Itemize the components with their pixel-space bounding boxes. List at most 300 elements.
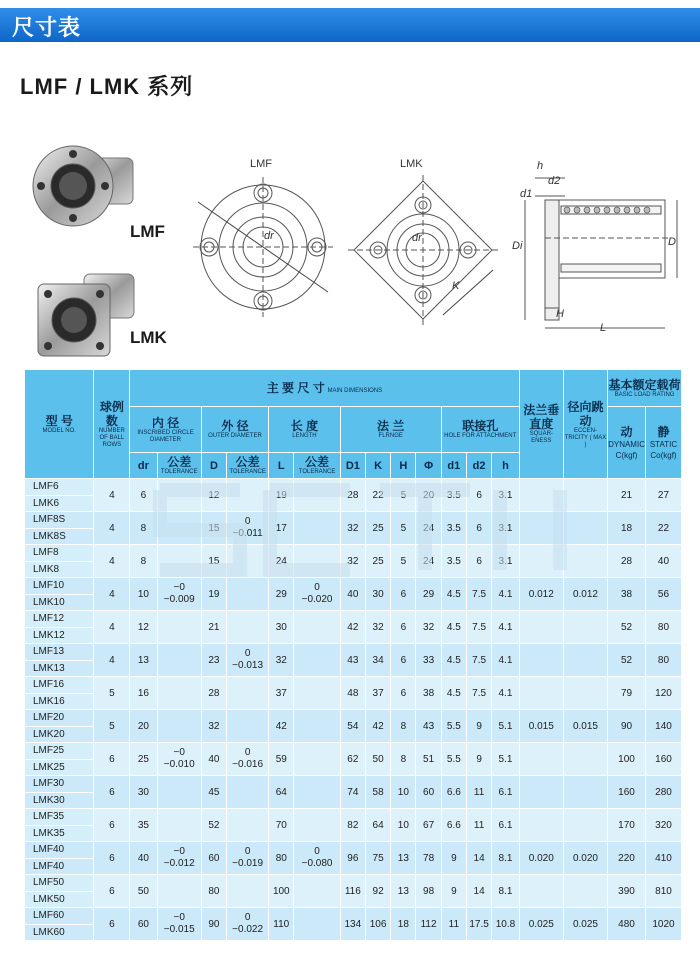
cell-ecc bbox=[563, 479, 607, 512]
cell-balls: 4 bbox=[94, 512, 130, 545]
cell-sq bbox=[519, 875, 563, 908]
model-lmk: LMK12 bbox=[25, 627, 94, 644]
cell-d2: 14 bbox=[466, 842, 491, 875]
cell-dr: 16 bbox=[130, 677, 157, 710]
model-lmk: LMK35 bbox=[25, 825, 94, 842]
cell-phi: 33 bbox=[416, 644, 441, 677]
table-row bbox=[25, 908, 682, 925]
cell-dr: 30 bbox=[130, 776, 157, 809]
cell-ecc bbox=[563, 743, 607, 776]
cell-phi: 51 bbox=[416, 743, 441, 776]
cell-dr-tol bbox=[157, 479, 201, 512]
cell-D: 90 bbox=[201, 908, 226, 941]
cell-dr-tol bbox=[157, 809, 201, 842]
col-dr: dr bbox=[130, 453, 157, 479]
cell-dr: 13 bbox=[130, 644, 157, 677]
table-row bbox=[25, 578, 682, 595]
col-eccentricity: 径向跳动 ECCEN-TRICITY ( MAX ) bbox=[563, 370, 607, 479]
col-hole: 联接孔 HOLE FOR ATTACHMENT bbox=[441, 407, 519, 453]
cell-L: 24 bbox=[269, 545, 294, 578]
cell-d2: 6 bbox=[466, 512, 491, 545]
cell-d1: 6.6 bbox=[441, 809, 466, 842]
cell-H: 6 bbox=[391, 611, 416, 644]
cell-D-tol bbox=[227, 545, 269, 578]
col-d1: d1 bbox=[441, 453, 466, 479]
cell-balls: 4 bbox=[94, 578, 130, 611]
cell-H: 13 bbox=[391, 875, 416, 908]
cell-sq bbox=[519, 644, 563, 677]
cell-h: 4.1 bbox=[492, 578, 519, 611]
side-d-cap-label: D bbox=[668, 236, 676, 248]
model-lmk: LMK8 bbox=[25, 561, 94, 578]
cell-sta: 1020 bbox=[645, 908, 681, 941]
cell-dr-tol: −0 −0.012 bbox=[157, 842, 201, 875]
cell-dyn: 18 bbox=[608, 512, 646, 545]
cell-L: 80 bbox=[269, 842, 294, 875]
cell-D1: 28 bbox=[340, 479, 365, 512]
lmk-k-label: K bbox=[452, 280, 460, 292]
cell-phi: 43 bbox=[416, 710, 441, 743]
cell-h: 3.1 bbox=[492, 512, 519, 545]
cell-h: 5.1 bbox=[492, 710, 519, 743]
lmf-photo-label: LMF bbox=[130, 222, 165, 241]
table-row bbox=[25, 743, 682, 760]
cell-sq bbox=[519, 479, 563, 512]
cell-D1: 96 bbox=[340, 842, 365, 875]
col-D: D bbox=[201, 453, 226, 479]
cell-D1: 134 bbox=[340, 908, 365, 941]
cell-d2: 17.5 bbox=[466, 908, 491, 941]
col-model: 型 号 MODEL NO. bbox=[25, 370, 94, 479]
cell-D1: 43 bbox=[340, 644, 365, 677]
cell-h: 8.1 bbox=[492, 842, 519, 875]
side-d1-label: d1 bbox=[520, 188, 533, 200]
dimension-spec-table bbox=[24, 369, 682, 941]
cell-dyn: 52 bbox=[608, 644, 646, 677]
cell-h: 4.1 bbox=[492, 644, 519, 677]
cell-D-tol bbox=[227, 776, 269, 809]
cell-phi: 112 bbox=[416, 908, 441, 941]
table-row bbox=[25, 611, 682, 628]
cell-L: 110 bbox=[269, 908, 294, 941]
cell-K: 25 bbox=[365, 512, 390, 545]
model-lmf: LMF12 bbox=[25, 611, 94, 628]
cell-dr: 40 bbox=[130, 842, 157, 875]
cell-dr: 12 bbox=[130, 611, 157, 644]
cell-L-tol bbox=[294, 908, 340, 941]
cell-K: 30 bbox=[365, 578, 390, 611]
cell-H: 5 bbox=[391, 545, 416, 578]
model-lmk: LMK13 bbox=[25, 660, 94, 677]
cell-L-tol bbox=[294, 611, 340, 644]
cell-sq bbox=[519, 743, 563, 776]
lmf-front-view-drawing bbox=[188, 172, 338, 322]
cell-d1: 11 bbox=[441, 908, 466, 941]
cell-D-tol: 0 −0.022 bbox=[227, 908, 269, 941]
cell-D-tol bbox=[227, 710, 269, 743]
model-lmk: LMK50 bbox=[25, 891, 94, 908]
cell-d2: 7.5 bbox=[466, 611, 491, 644]
lmk-front-view-drawing bbox=[348, 175, 498, 325]
cell-D1: 116 bbox=[340, 875, 365, 908]
col-phi: Φ bbox=[416, 453, 441, 479]
col-h: h bbox=[492, 453, 519, 479]
cell-K: 92 bbox=[365, 875, 390, 908]
cell-d2: 14 bbox=[466, 875, 491, 908]
cell-D: 19 bbox=[201, 578, 226, 611]
col-length: 长 度 LENGTH bbox=[269, 407, 341, 453]
cell-ecc bbox=[563, 809, 607, 842]
cell-phi: 24 bbox=[416, 512, 441, 545]
cell-dr: 8 bbox=[130, 512, 157, 545]
model-lmk: LMK8S bbox=[25, 528, 94, 545]
cell-sq: 0.025 bbox=[519, 908, 563, 941]
cell-D1: 82 bbox=[340, 809, 365, 842]
col-inner: 内 径 INSCRIBED CIRCLE DIAMETER bbox=[130, 407, 202, 453]
cell-d1: 9 bbox=[441, 842, 466, 875]
cell-sq bbox=[519, 677, 563, 710]
model-lmk: LMK10 bbox=[25, 594, 94, 611]
col-H: H bbox=[391, 453, 416, 479]
cell-balls: 4 bbox=[94, 479, 130, 512]
cell-D1: 74 bbox=[340, 776, 365, 809]
lmk-diagram-label: LMK bbox=[400, 158, 423, 170]
side-di-label: Di bbox=[512, 240, 523, 252]
cell-sq bbox=[519, 545, 563, 578]
cell-phi: 38 bbox=[416, 677, 441, 710]
model-lmf: LMF13 bbox=[25, 644, 94, 661]
cell-L-tol bbox=[294, 743, 340, 776]
cell-ecc bbox=[563, 644, 607, 677]
cell-balls: 6 bbox=[94, 809, 130, 842]
cell-phi: 60 bbox=[416, 776, 441, 809]
cell-dyn: 28 bbox=[608, 545, 646, 578]
cell-H: 6 bbox=[391, 644, 416, 677]
model-lmf: LMF20 bbox=[25, 710, 94, 727]
cell-K: 22 bbox=[365, 479, 390, 512]
cell-K: 32 bbox=[365, 611, 390, 644]
side-h-cap-label: H bbox=[556, 308, 564, 320]
col-K: K bbox=[365, 453, 390, 479]
cell-balls: 5 bbox=[94, 677, 130, 710]
cell-dr-tol bbox=[157, 776, 201, 809]
cell-L: 29 bbox=[269, 578, 294, 611]
cell-h: 10.8 bbox=[492, 908, 519, 941]
cell-ecc bbox=[563, 512, 607, 545]
cell-D-tol bbox=[227, 578, 269, 611]
cell-h: 6.1 bbox=[492, 776, 519, 809]
cell-h: 5.1 bbox=[492, 743, 519, 776]
cell-K: 58 bbox=[365, 776, 390, 809]
col-dynamic: 动 DYNAMIC C(kgf) bbox=[608, 407, 646, 479]
cell-H: 6 bbox=[391, 677, 416, 710]
table-row bbox=[25, 512, 682, 529]
side-section-drawing bbox=[505, 158, 685, 340]
cell-d2: 6 bbox=[466, 545, 491, 578]
cell-d1: 4.5 bbox=[441, 644, 466, 677]
cell-sta: 410 bbox=[645, 842, 681, 875]
cell-h: 6.1 bbox=[492, 809, 519, 842]
cell-d2: 9 bbox=[466, 743, 491, 776]
cell-L-tol bbox=[294, 512, 340, 545]
cell-ecc: 0.012 bbox=[563, 578, 607, 611]
cell-K: 34 bbox=[365, 644, 390, 677]
cell-dr: 60 bbox=[130, 908, 157, 941]
cell-phi: 67 bbox=[416, 809, 441, 842]
cell-d2: 7.5 bbox=[466, 578, 491, 611]
cell-H: 8 bbox=[391, 743, 416, 776]
cell-balls: 4 bbox=[94, 545, 130, 578]
cell-D1: 32 bbox=[340, 545, 365, 578]
lmf-dr-label: dr bbox=[264, 230, 274, 242]
cell-d1: 3.5 bbox=[441, 479, 466, 512]
cell-dr-tol bbox=[157, 611, 201, 644]
cell-h: 4.1 bbox=[492, 611, 519, 644]
cell-H: 10 bbox=[391, 809, 416, 842]
model-lmf: LMF50 bbox=[25, 875, 94, 892]
cell-dr-tol bbox=[157, 512, 201, 545]
cell-phi: 20 bbox=[416, 479, 441, 512]
cell-dr-tol: −0 −0.009 bbox=[157, 578, 201, 611]
cell-sq bbox=[519, 809, 563, 842]
cell-dr-tol bbox=[157, 677, 201, 710]
table-row bbox=[25, 875, 682, 892]
model-lmk: LMK16 bbox=[25, 693, 94, 710]
lmk-dr-label: dr bbox=[412, 232, 422, 244]
cell-dr-tol bbox=[157, 710, 201, 743]
col-outer: 外 径 OUTER DIAMETER bbox=[201, 407, 268, 453]
cell-L: 100 bbox=[269, 875, 294, 908]
cell-D: 12 bbox=[201, 479, 226, 512]
cell-D-tol: 0 −0.011 bbox=[227, 512, 269, 545]
cell-sq bbox=[519, 611, 563, 644]
cell-D-tol bbox=[227, 875, 269, 908]
cell-balls: 4 bbox=[94, 644, 130, 677]
cell-D1: 62 bbox=[340, 743, 365, 776]
cell-balls: 5 bbox=[94, 710, 130, 743]
cell-sta: 22 bbox=[645, 512, 681, 545]
cell-sta: 140 bbox=[645, 710, 681, 743]
cell-sta: 40 bbox=[645, 545, 681, 578]
cell-D: 23 bbox=[201, 644, 226, 677]
lmk-photo-label: LMK bbox=[130, 328, 167, 347]
cell-d1: 5.5 bbox=[441, 743, 466, 776]
cell-K: 106 bbox=[365, 908, 390, 941]
model-lmk: LMF40 bbox=[25, 858, 94, 875]
cell-ecc bbox=[563, 875, 607, 908]
col-balls: 球例数 NUMBER OF BALL ROWS bbox=[94, 370, 130, 479]
cell-dyn: 90 bbox=[608, 710, 646, 743]
model-lmf: LMF40 bbox=[25, 842, 94, 859]
cell-sta: 56 bbox=[645, 578, 681, 611]
cell-D-tol bbox=[227, 611, 269, 644]
cell-K: 64 bbox=[365, 809, 390, 842]
cell-d2: 7.5 bbox=[466, 644, 491, 677]
cell-sta: 120 bbox=[645, 677, 681, 710]
cell-K: 75 bbox=[365, 842, 390, 875]
cell-L-tol bbox=[294, 644, 340, 677]
cell-phi: 98 bbox=[416, 875, 441, 908]
cell-H: 18 bbox=[391, 908, 416, 941]
model-lmf: LMF35 bbox=[25, 809, 94, 826]
model-lmk: LMK6 bbox=[25, 495, 94, 512]
cell-sta: 80 bbox=[645, 611, 681, 644]
cell-d1: 4.5 bbox=[441, 578, 466, 611]
cell-d2: 11 bbox=[466, 809, 491, 842]
cell-h: 4.1 bbox=[492, 677, 519, 710]
cell-dyn: 52 bbox=[608, 611, 646, 644]
side-d2-label: d2 bbox=[548, 175, 561, 187]
cell-sq bbox=[519, 776, 563, 809]
col-static: 静 STATIC Co(kgf) bbox=[645, 407, 681, 479]
cell-L-tol: 0 −0.020 bbox=[294, 578, 340, 611]
col-main-dimensions: 主 要 尺 寸 MAIN DIMENSIONS bbox=[130, 370, 519, 407]
cell-L-tol bbox=[294, 545, 340, 578]
cell-d1: 3.5 bbox=[441, 512, 466, 545]
col-dr-tol: 公差 TOLERANCE bbox=[157, 453, 201, 479]
model-lmf: LMF8 bbox=[25, 545, 94, 562]
cell-sta: 27 bbox=[645, 479, 681, 512]
cell-L: 64 bbox=[269, 776, 294, 809]
table-row bbox=[25, 677, 682, 694]
cell-D: 15 bbox=[201, 512, 226, 545]
cell-sq: 0.020 bbox=[519, 842, 563, 875]
col-D-tol: 公差 TOLERANCE bbox=[227, 453, 269, 479]
cell-dr: 25 bbox=[130, 743, 157, 776]
cell-D1: 54 bbox=[340, 710, 365, 743]
cell-D1: 40 bbox=[340, 578, 365, 611]
cell-L: 32 bbox=[269, 644, 294, 677]
cell-D1: 42 bbox=[340, 611, 365, 644]
cell-phi: 29 bbox=[416, 578, 441, 611]
cell-d1: 9 bbox=[441, 875, 466, 908]
cell-d1: 5.5 bbox=[441, 710, 466, 743]
cell-dr-tol bbox=[157, 545, 201, 578]
cell-dyn: 170 bbox=[608, 809, 646, 842]
cell-dr: 50 bbox=[130, 875, 157, 908]
cell-dr: 6 bbox=[130, 479, 157, 512]
cell-dr: 10 bbox=[130, 578, 157, 611]
cell-phi: 24 bbox=[416, 545, 441, 578]
cell-dr-tol bbox=[157, 644, 201, 677]
cell-H: 5 bbox=[391, 512, 416, 545]
cell-L: 59 bbox=[269, 743, 294, 776]
cell-D: 21 bbox=[201, 611, 226, 644]
cell-D: 45 bbox=[201, 776, 226, 809]
model-lmf: LMF16 bbox=[25, 677, 94, 694]
cell-ecc bbox=[563, 776, 607, 809]
lmf-product-photo bbox=[28, 140, 138, 232]
cell-dr-tol: −0 −0.010 bbox=[157, 743, 201, 776]
model-lmk: LMK20 bbox=[25, 726, 94, 743]
cell-d2: 6 bbox=[466, 479, 491, 512]
cell-d2: 9 bbox=[466, 710, 491, 743]
col-L: L bbox=[269, 453, 294, 479]
cell-D-tol: 0 −0.013 bbox=[227, 644, 269, 677]
cell-phi: 32 bbox=[416, 611, 441, 644]
cell-L-tol bbox=[294, 479, 340, 512]
model-lmk: LMK25 bbox=[25, 759, 94, 776]
model-lmf: LMF6 bbox=[25, 479, 94, 496]
model-lmf: LMF8S bbox=[25, 512, 94, 529]
cell-H: 10 bbox=[391, 776, 416, 809]
cell-D-tol bbox=[227, 677, 269, 710]
model-lmk: LMK30 bbox=[25, 792, 94, 809]
side-l-label: L bbox=[600, 322, 607, 334]
cell-dyn: 390 bbox=[608, 875, 646, 908]
col-d2: d2 bbox=[466, 453, 491, 479]
cell-sq: 0.015 bbox=[519, 710, 563, 743]
col-L-tol: 公差 TOLERANCE bbox=[294, 453, 340, 479]
cell-D: 15 bbox=[201, 545, 226, 578]
cell-dyn: 21 bbox=[608, 479, 646, 512]
cell-D-tol bbox=[227, 479, 269, 512]
cell-balls: 4 bbox=[94, 611, 130, 644]
cell-dyn: 160 bbox=[608, 776, 646, 809]
cell-ecc: 0.020 bbox=[563, 842, 607, 875]
cell-D-tol: 0 −0.016 bbox=[227, 743, 269, 776]
col-squareness: 法兰垂直度 SQUAR-ENESS bbox=[519, 370, 563, 479]
cell-D: 80 bbox=[201, 875, 226, 908]
cell-h: 3.1 bbox=[492, 479, 519, 512]
cell-sta: 320 bbox=[645, 809, 681, 842]
cell-d1: 6.6 bbox=[441, 776, 466, 809]
cell-D: 60 bbox=[201, 842, 226, 875]
cell-D: 32 bbox=[201, 710, 226, 743]
series-title: LMF / LMK 系列 bbox=[20, 74, 194, 99]
cell-sq: 0.012 bbox=[519, 578, 563, 611]
cell-dyn: 220 bbox=[608, 842, 646, 875]
cell-D1: 48 bbox=[340, 677, 365, 710]
cell-d2: 11 bbox=[466, 776, 491, 809]
table-row bbox=[25, 545, 682, 562]
cell-dr: 8 bbox=[130, 545, 157, 578]
cell-d1: 3.5 bbox=[441, 545, 466, 578]
model-lmf: LMF30 bbox=[25, 776, 94, 793]
table-row bbox=[25, 710, 682, 727]
cell-dyn: 100 bbox=[608, 743, 646, 776]
col-D1: D1 bbox=[340, 453, 365, 479]
cell-L-tol bbox=[294, 677, 340, 710]
cell-dr: 20 bbox=[130, 710, 157, 743]
cell-L: 30 bbox=[269, 611, 294, 644]
cell-K: 42 bbox=[365, 710, 390, 743]
cell-L-tol: 0 −0.080 bbox=[294, 842, 340, 875]
cell-ecc bbox=[563, 611, 607, 644]
cell-L: 70 bbox=[269, 809, 294, 842]
cell-H: 8 bbox=[391, 710, 416, 743]
cell-sta: 160 bbox=[645, 743, 681, 776]
cell-dr: 35 bbox=[130, 809, 157, 842]
section-header-bar bbox=[0, 8, 700, 42]
cell-L: 37 bbox=[269, 677, 294, 710]
cell-L-tol bbox=[294, 809, 340, 842]
model-lmf: LMF60 bbox=[25, 908, 94, 925]
cell-h: 3.1 bbox=[492, 545, 519, 578]
cell-D-tol bbox=[227, 809, 269, 842]
col-load-rating: 基本额定载荷 BASIC LOAD RATING bbox=[608, 370, 682, 407]
model-lmf: LMF25 bbox=[25, 743, 94, 760]
cell-K: 25 bbox=[365, 545, 390, 578]
cell-K: 50 bbox=[365, 743, 390, 776]
cell-ecc bbox=[563, 677, 607, 710]
section-header-title: 尺寸表 bbox=[12, 16, 82, 41]
cell-balls: 6 bbox=[94, 842, 130, 875]
table-row bbox=[25, 776, 682, 793]
cell-sta: 810 bbox=[645, 875, 681, 908]
col-flange: 法 兰 FLRNGE bbox=[340, 407, 441, 453]
cell-ecc: 0.015 bbox=[563, 710, 607, 743]
